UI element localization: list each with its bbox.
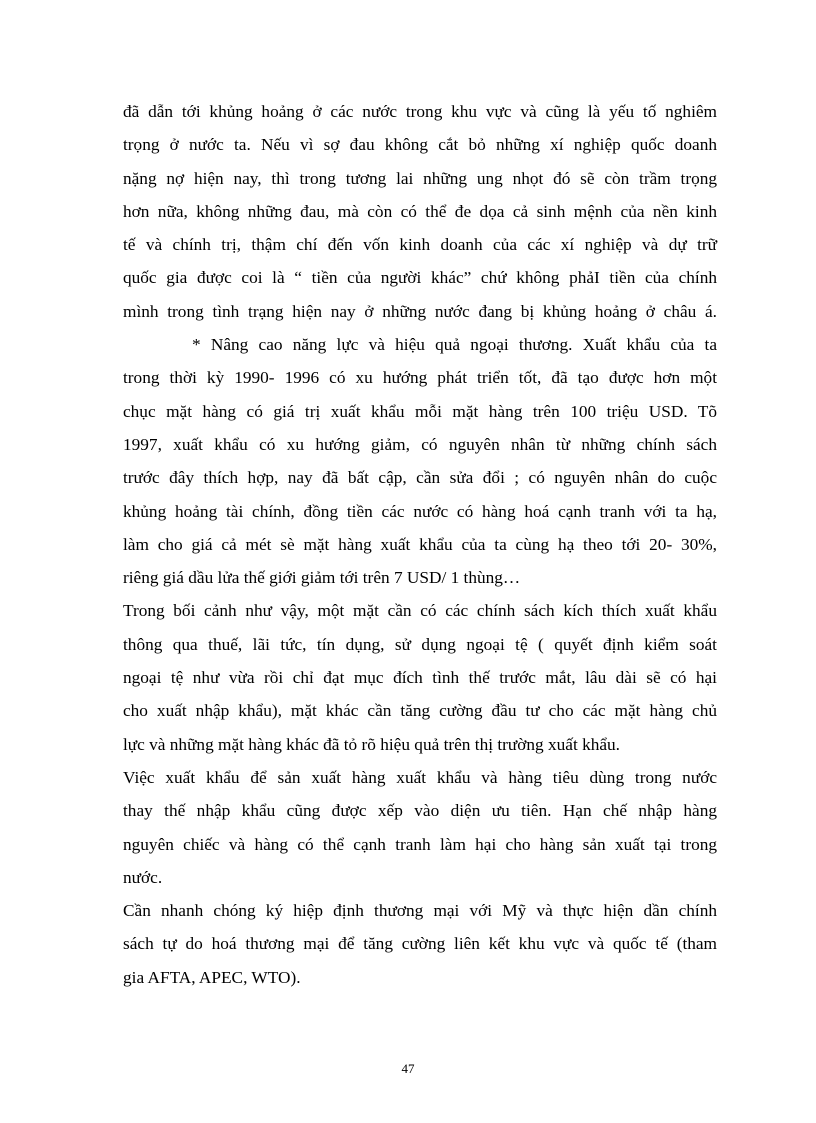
page-number: 47: [401, 1061, 415, 1076]
text-line: đã dẫn tới khủng hoảng ở các nước trong khu vực và cũng là yếu tố nghiêm: [123, 102, 717, 121]
text-line: thông qua thuế, lãi tức, tín dụng, sử dụng ngoại tệ ( quyết định kiểm soát: [123, 634, 717, 654]
text-line: * Nâng cao năng lực và hiệu quả ngoại thương. Xuất khẩu của ta: [192, 335, 717, 355]
text-line: tế và chính trị, thậm chí đến vốn kinh doanh của các xí nghiệp và dự trữ: [123, 235, 717, 255]
text-line: chục mặt hàng có giá trị xuất khẩu mỗi mặt hàng trên 100 triệu USD. Tõ: [123, 401, 717, 421]
text-line: làm cho giá cả mét sè mặt hàng xuất khẩu của ta cùng hạ theo tới 20- 30%,: [123, 534, 717, 554]
text-line: nguyên chiếc và hàng có thể cạnh tranh làm hại cho hàng sản xuất tại trong: [123, 834, 717, 854]
text-line: gia AFTA, APEC, WTO).: [123, 967, 301, 987]
text-line: nặng nợ hiện nay, thì trong tương lai những ung nhọt đó sẽ còn trầm trọng: [123, 168, 717, 188]
text-line: ngoại tệ như vừa rồi chỉ đạt mục đích tình thế trước mắt, lâu dài sẽ có hại: [123, 668, 717, 688]
body-text: [123, 95, 717, 994]
text-line: Việc xuất khẩu để sản xuất hàng xuất khẩu và hàng tiêu dùng trong nước: [123, 767, 717, 787]
text-line: sách tự do hoá thương mại để tăng cường liên kết khu vực và quốc tế (tham: [123, 934, 717, 954]
text-line: Cần nhanh chóng ký hiệp định thương mại với Mỹ và thực hiện dần chính: [123, 901, 717, 921]
text-line: mình trong tình trạng hiện nay ở những nước đang bị khủng hoảng ở châu á.: [123, 301, 717, 321]
text-line: riêng giá dầu lửa thế giới giảm tới trên 7 USD/ 1 thùng…: [123, 568, 521, 588]
text-line: hơn nữa, không những đau, mà còn có thể đe dọa cả sinh mệnh của nền kinh: [123, 201, 717, 221]
text-line: Trong bối cảnh như vậy, một mặt cần có các chính sách kích thích xuất khẩu: [123, 601, 717, 621]
text-line: cho xuất nhập khẩu), mặt khác cần tăng cường đầu tư cho các mặt hàng chủ: [123, 701, 717, 721]
text-line: nước.: [123, 867, 163, 887]
text-line: lực và những mặt hàng khác đã tỏ rõ hiệu quả trên thị trường xuất khẩu.: [123, 734, 620, 754]
text-line: trong thời kỳ 1990- 1996 có xu hướng phát triển tốt, đã tạo được hơn một: [123, 368, 717, 388]
text-line: quốc gia được coi là “ tiền của người khác” chứ không phảI tiền của chính: [123, 268, 717, 288]
text-line: khủng hoảng tài chính, đồng tiền các nước có hàng hoá cạnh tranh với ta hạ,: [123, 501, 717, 521]
text-line: trọng ở nước ta. Nếu vì sợ đau không cắt bỏ những xí nghiệp quốc doanh: [123, 135, 717, 155]
text-line: 1997, xuất khẩu có xu hướng giảm, có nguyên nhân từ những chính sách: [123, 434, 717, 454]
text-line: thay thế nhập khẩu cũng được xếp vào diện ưu tiên. Hạn chế nhập hàng: [123, 801, 717, 821]
text-line: trước đây thích hợp, nay đã bất cập, cần sửa đổi ; có nguyên nhân do cuộc: [123, 468, 717, 488]
